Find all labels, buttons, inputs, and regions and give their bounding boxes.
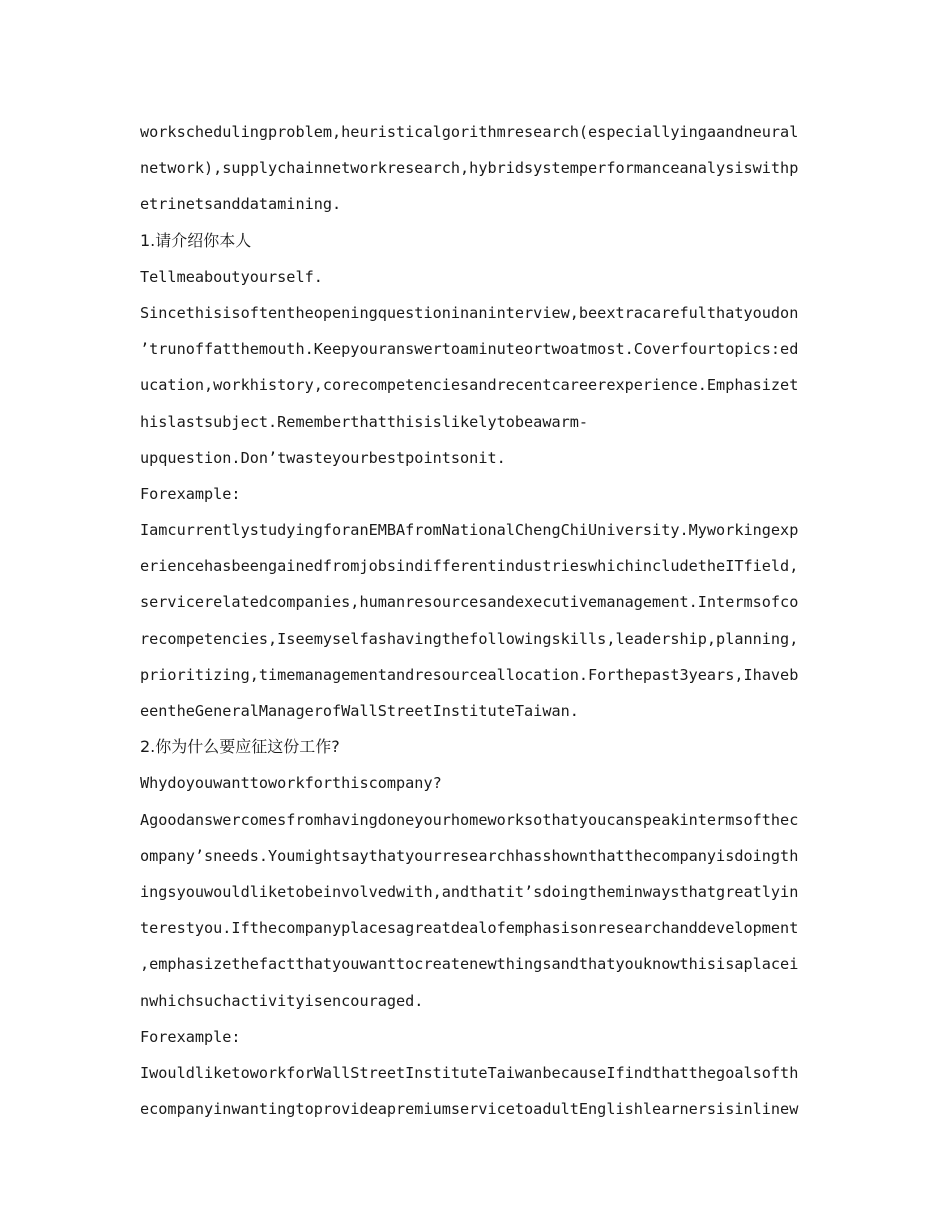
text-line: upquestion.Don’twasteyourbestpointsonit. — [140, 448, 506, 467]
document-body — [140, 114, 812, 1127]
text-line: etrinetsanddatamining. — [140, 195, 342, 214]
text-line: ecompanyinwantingtoprovideapremiumservicetoadultEnglishlearnersisinlinew — [140, 1100, 799, 1119]
question-heading-2: 2.你为什么要应征这份工作? — [140, 737, 340, 757]
text-line: network),supplychainnetworkresearch,hybridsystemperformanceanalysiswithp — [140, 159, 799, 178]
text-line: Agoodanswercomesfromhavingdoneyourhomeworksothatyoucanspeakintermsofthec — [140, 810, 799, 829]
question-heading-1: 1.请介绍你本人 — [140, 230, 252, 250]
text-line: ,emphasizethefactthatyouwanttocreatenewthingsandthatyouknowthisisaplacei — [140, 955, 799, 974]
text-line: terestyou.Ifthecompanyplacesagreatdealofemphasisonresearchanddevelopment — [140, 919, 799, 938]
text-line: ucation,workhistory,corecompetenciesandrecentcareerexperience.Emphasizet — [140, 376, 799, 395]
text-line: prioritizing,timemanagementandresourceallocation.Forthepast3years,Ihaveb — [140, 665, 799, 684]
text-line: IamcurrentlystudyingforanEMBAfromNationalChengChiUniversity.Myworkingexp — [140, 521, 799, 540]
text-line: nwhichsuchactivityisencouraged. — [140, 991, 424, 1010]
text-line: recompetencies,Iseemyselfashavingthefollowingskills,leadership,planning, — [140, 629, 799, 648]
text-line: eriencehasbeengainedfromjobsindifferentindustrieswhichincludetheITfield, — [140, 557, 799, 576]
text-line: hislastsubject.Rememberthatthisislikelytobeawarm- — [140, 412, 589, 431]
text-line: Sincethisisoftentheopeningquestioninaninterview,beextracarefulthatyoudon — [140, 303, 799, 322]
text-line: servicerelatedcompanies,humanresourcesandexecutivemanagement.Intermsofco — [140, 593, 799, 612]
text-line: ’trunoffatthemouth.Keepyouranswertoaminuteortwoatmost.Coverfourtopics:ed — [140, 340, 799, 359]
text-line: ingsyouwouldliketobeinvolvedwith,andthatit’sdoingtheminwaysthatgreatlyin — [140, 882, 799, 901]
example-label: Forexample: — [140, 484, 241, 503]
question-title-2: Whydoyouwanttoworkforthiscompany? — [140, 774, 442, 793]
text-line: IwouldliketoworkforWallStreetInstituteTaiwanbecauseIfindthatthegoalsofth — [140, 1063, 799, 1082]
text-line: ompany’sneeds.Youmightsaythatyourresearchhasshownthatthecompanyisdoingth — [140, 846, 799, 865]
text-line: workschedulingproblem,heuristicalgorithmresearch(especiallyingaandneural — [140, 123, 799, 141]
example-label: Forexample: — [140, 1027, 241, 1046]
question-title-1: Tellmeaboutyourself. — [140, 267, 323, 286]
text-line: eentheGeneralManagerofWallStreetInstituteTaiwan. — [140, 702, 579, 720]
